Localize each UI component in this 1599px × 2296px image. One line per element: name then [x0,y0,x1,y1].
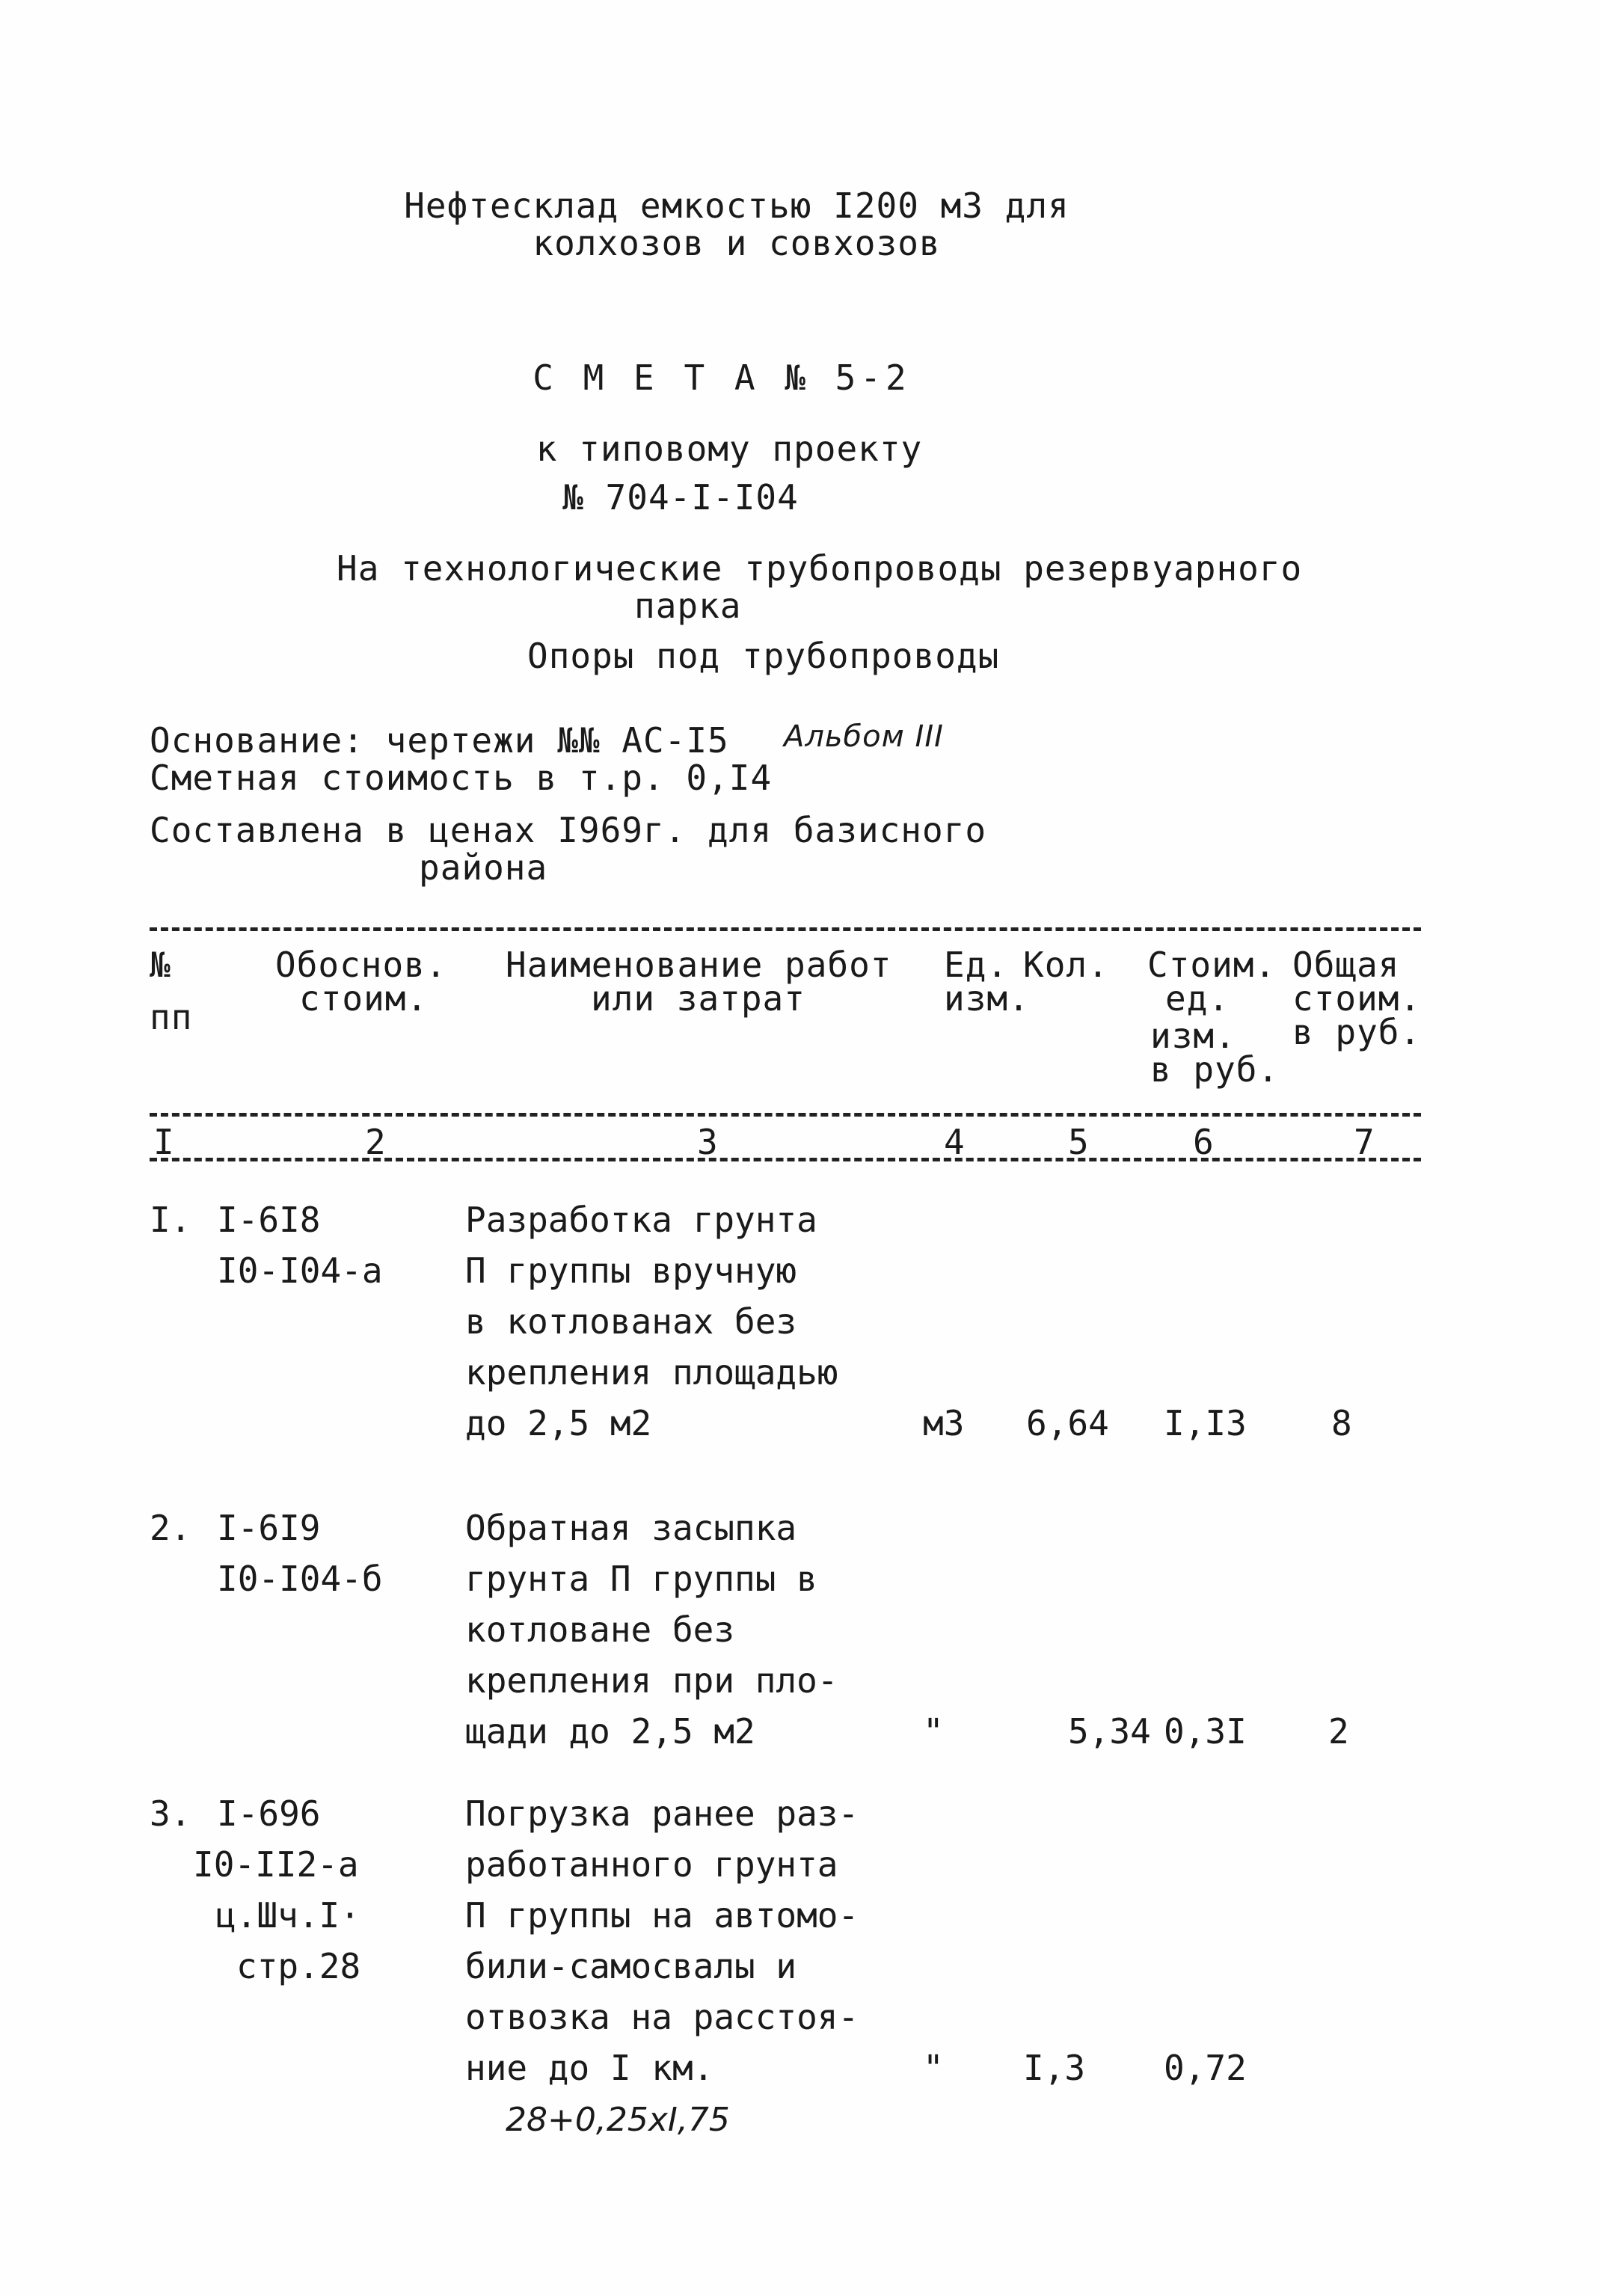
row-name-line: крепления площадью [465,1352,838,1393]
row-name-line: щади до 2,5 м2 [465,1711,755,1752]
row-quantity: 6,64 [1026,1403,1109,1443]
header-col6-line4: в руб. [1150,1049,1280,1090]
row-name-line: в котлованах без [465,1301,797,1342]
row-name-line: били-самосвалы и [465,1946,797,1986]
row-basis: I0-I04-б [217,1559,383,1599]
header-col7-line1: Общая [1292,945,1400,985]
header-col2-line1: Обоснов. [275,945,447,985]
row-name-line: до 2,5 м2 [465,1403,652,1443]
row-basis: I-696 [217,1793,321,1834]
row-number: I. [150,1200,191,1240]
header-col3-line2: или затрат [591,978,805,1019]
table-header-rule [150,1113,1421,1117]
prices-line1: Составлена в ценах I969г. для базисного [150,810,987,850]
row-unit: " [923,1711,944,1752]
row-name-line: П группы на автомо- [465,1895,859,1936]
row-name-line: отвозка на расстоя- [465,1997,859,2037]
header-col1-line1: № [150,945,171,985]
basis-line: Основание: чертежи №№ АС-I5 [150,720,729,761]
header-col6-line2: ед. [1165,978,1230,1019]
subject-line1: На технологические трубопроводы резервуарного [337,548,1303,589]
column-numbers-rule [150,1158,1421,1161]
subject-line3: Опоры под трубопроводы [527,636,1000,676]
column-number: 4 [944,1122,965,1162]
header-col6-line1: Стоим. [1147,945,1277,985]
header-col1-line2: пп [150,997,193,1037]
row-name-line: Обратная засыпка [465,1508,797,1548]
row-basis: I0-I04-а [217,1250,383,1291]
table-top-rule [150,927,1421,931]
row-unit-cost: 0,72 [1164,2048,1247,2088]
project-number: № 704-I-I04 [562,477,799,518]
header-col3-line1: Наименование работ [506,945,892,985]
document-title-line2: колхозов и совхозов [533,223,941,263]
row-basis: ц.Шч.I· [215,1895,360,1936]
row-name-line: Погрузка ранее раз- [465,1793,859,1834]
row-name-line: ние до I км. [465,2048,714,2088]
row-basis: I-6I9 [217,1508,321,1548]
column-number: 3 [697,1122,718,1162]
row-name-line: крепления при пло- [465,1660,838,1701]
row-unit-cost: 0,3I [1164,1711,1247,1752]
row-name-line: Разработка грунта [465,1200,817,1240]
header-col7-line3: в руб. [1292,1012,1422,1052]
row-quantity: I,3 [1023,2048,1086,2088]
header-col5-line1: Кол. [1023,945,1109,985]
row-number: 2. [150,1508,191,1548]
row-unit-cost: I,I3 [1164,1403,1247,1443]
row-name-line: П группы вручную [465,1250,797,1291]
column-number: 7 [1354,1122,1375,1162]
row-basis: I-6I8 [217,1200,321,1240]
estimate-title: С М Е Т А № 5-2 [533,357,911,398]
header-col4-line2: изм. [944,978,1030,1019]
row-name-line: грунта П группы в [465,1559,817,1599]
prices-line2: района [419,847,548,888]
column-number: 2 [365,1122,386,1162]
row-unit: м3 [923,1403,965,1443]
album-note: Альбом III [784,719,944,754]
row-number: 3. [150,1793,191,1834]
column-number: 6 [1193,1122,1214,1162]
header-col6-line3: изм. [1150,1016,1236,1056]
project-line1: к типовому проекту [535,429,923,469]
subject-line2: парка [634,586,742,626]
header-col4-line1: Ед. [944,945,1009,985]
column-number: 5 [1068,1122,1089,1162]
row-basis: I0-II2-а [193,1844,359,1885]
row-total: 8 [1331,1403,1352,1443]
row-basis: стр.28 [236,1946,361,1986]
row-total: 2 [1328,1711,1349,1752]
row-name-line: работанного грунта [465,1844,838,1885]
row-unit: " [923,2048,944,2088]
estimated-cost-line: Сметная стоимость в т.р. 0,I4 [150,758,773,798]
header-col2-line2: стоим. [299,978,429,1019]
handwritten-calculation-note: 28+0,25хI,75 [506,2101,730,2139]
header-col7-line2: стоим. [1292,978,1422,1019]
document-title-line1: Нефтесклад емкостью I200 м3 для [404,185,1069,226]
column-number: I [153,1122,174,1162]
row-name-line: котловане без [465,1609,735,1650]
row-quantity: 5,34 [1068,1711,1151,1752]
